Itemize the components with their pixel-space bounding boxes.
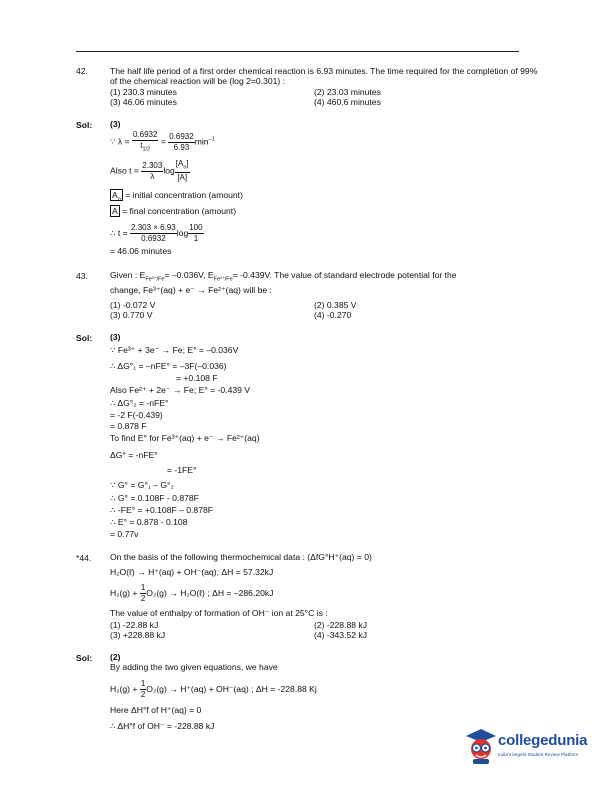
solution-line: = +0.108 F <box>176 373 218 383</box>
definition-final: A = final concentration (amount) <box>112 206 237 216</box>
solution-line: ∴ -FE° = +0.108F – 0.878F <box>110 505 214 515</box>
solution-line: Also Fe²⁺ + 2e⁻ → Fe; E° = -0.439 V <box>110 385 251 395</box>
solution-line: ΔG° = -nFE° <box>110 450 158 460</box>
option-3: (3) 0.770 V <box>110 310 153 320</box>
solution-label: Sol: <box>76 653 93 663</box>
solution-equation: H₂(g) + $\frac{1}{2}$ O₂(g) → H⁺(aq) + OH⁻(aq) ; ΔH = -228.88 Kj <box>110 679 317 699</box>
option-4: (4) -343.52 kJ <box>314 630 368 640</box>
option-2: (2) 0.385 V <box>314 300 357 310</box>
question-number: *44. <box>76 553 92 563</box>
solution-line: ∴ ΔG°₁ = –nFE° = –3F(–0.036) <box>110 361 227 371</box>
top-rule <box>76 51 519 52</box>
solution-line: ∵ G° = G°₁ – G°₂ <box>110 480 174 490</box>
solution-line: Here ΔH°f of H⁺(aq) = 0 <box>110 705 202 715</box>
option-1: (1) 230.3 minutes <box>110 87 177 97</box>
option-3: (3) +228.88 kJ <box>110 630 166 640</box>
question-number: 43. <box>76 271 88 281</box>
answer: (3) <box>110 119 121 129</box>
solution-line: = -2 F(-0.439) <box>110 410 163 420</box>
answer: (2) <box>110 652 121 662</box>
option-4: (4) -0.270 <box>314 310 352 320</box>
solution-line: ∴ E° = 0.878 - 0.108 <box>110 517 188 527</box>
equation-1: H₂O(ℓ) → H⁺(aq) + OH⁻(aq); ΔH = 57.32kJ <box>110 567 274 577</box>
solution-line: = -1FE° <box>167 465 197 475</box>
definition-initial: $A_o$ = initial concentration (amount) <box>112 190 243 203</box>
option-1: (1) -0.072 V <box>110 300 156 310</box>
result: = 46.06 minutes <box>110 246 172 256</box>
formula-time: Also t = $\frac{2.303}{\lambda}$ log $\frac{[A_o]}{[A]}$ <box>110 159 189 183</box>
solution-line: ∴ ΔG°₂ = -nFE° <box>110 398 169 408</box>
option-2: (2) 23.03 minutes <box>314 87 381 97</box>
question-text: Given : $E_{Fe^{3+}/Fe}= -0.036V$, $E_{Fe^{2+}/Fe}= -0.439V$. The value of standard electrode potential for the <box>110 270 457 283</box>
question-text: On the basis of the following thermochemical data : (ΔfG°H⁺(aq) = 0) <box>110 552 372 562</box>
solution-label: Sol: <box>76 120 93 130</box>
formula-lambda: ∵ λ = $\frac{0.6932}{t_{1/2}}$ = $\frac{0.6932}{6.93}$ $\min^{-1}$ <box>110 130 215 153</box>
question-number: 42. <box>76 66 88 76</box>
solution-line: By adding the two given equations, we have <box>110 662 278 672</box>
equation-2: H₂(g) + $\frac{1}{2}$ O₂(g) → H₂O(ℓ) ; ΔH = –286.20kJ <box>110 583 274 603</box>
solution-label: Sol: <box>76 333 93 343</box>
mascot-icon <box>464 726 498 766</box>
option-2: (2) -228.88 kJ <box>314 620 368 630</box>
collegedunia-logo <box>464 722 602 770</box>
logo-wordmark: collegedunia <box>498 732 588 749</box>
solution-line: To find E° for Fe³⁺(aq) + e⁻ → Fe²⁺(aq) <box>110 433 260 443</box>
solution-line: ∴ ΔH°f of OH⁻ = -228.88 kJ <box>110 721 215 731</box>
solution-line: ∴ G° = 0.108F - 0.878F <box>110 493 199 503</box>
answer: (3) <box>110 332 121 342</box>
solution-line: ∵ Fe³⁺ + 3e⁻ → Fe; E° = –0.036V <box>110 345 239 355</box>
question-text-2: The value of enthalpy of formation of OH⁻ ion at 25°C is : <box>110 608 328 618</box>
solution-line: = 0.77v <box>110 529 139 539</box>
question-text: The half life period of a first order chemical reaction is 6.93 minutes. The time required for the completion of 99% of the chemical reaction will be (log 2=0.301) : <box>110 66 538 87</box>
option-1: (1) -22.88 kJ <box>110 620 159 630</box>
logo-tagline: India's largest Student Review Platform <box>498 752 579 757</box>
question-text-2: change, Fe³⁺(aq) + e⁻ → Fe²⁺(aq) will be : <box>110 285 272 295</box>
solution-line: = 0.878 F <box>110 421 147 431</box>
option-3: (3) 46.06 minutes <box>110 97 177 107</box>
option-4: (4) 460.6 minutes <box>314 97 381 107</box>
calculation: ∴ t = $\frac{2.303 \times 6.93}{0.6932}$ log $\frac{100}{1}$ <box>110 223 203 243</box>
